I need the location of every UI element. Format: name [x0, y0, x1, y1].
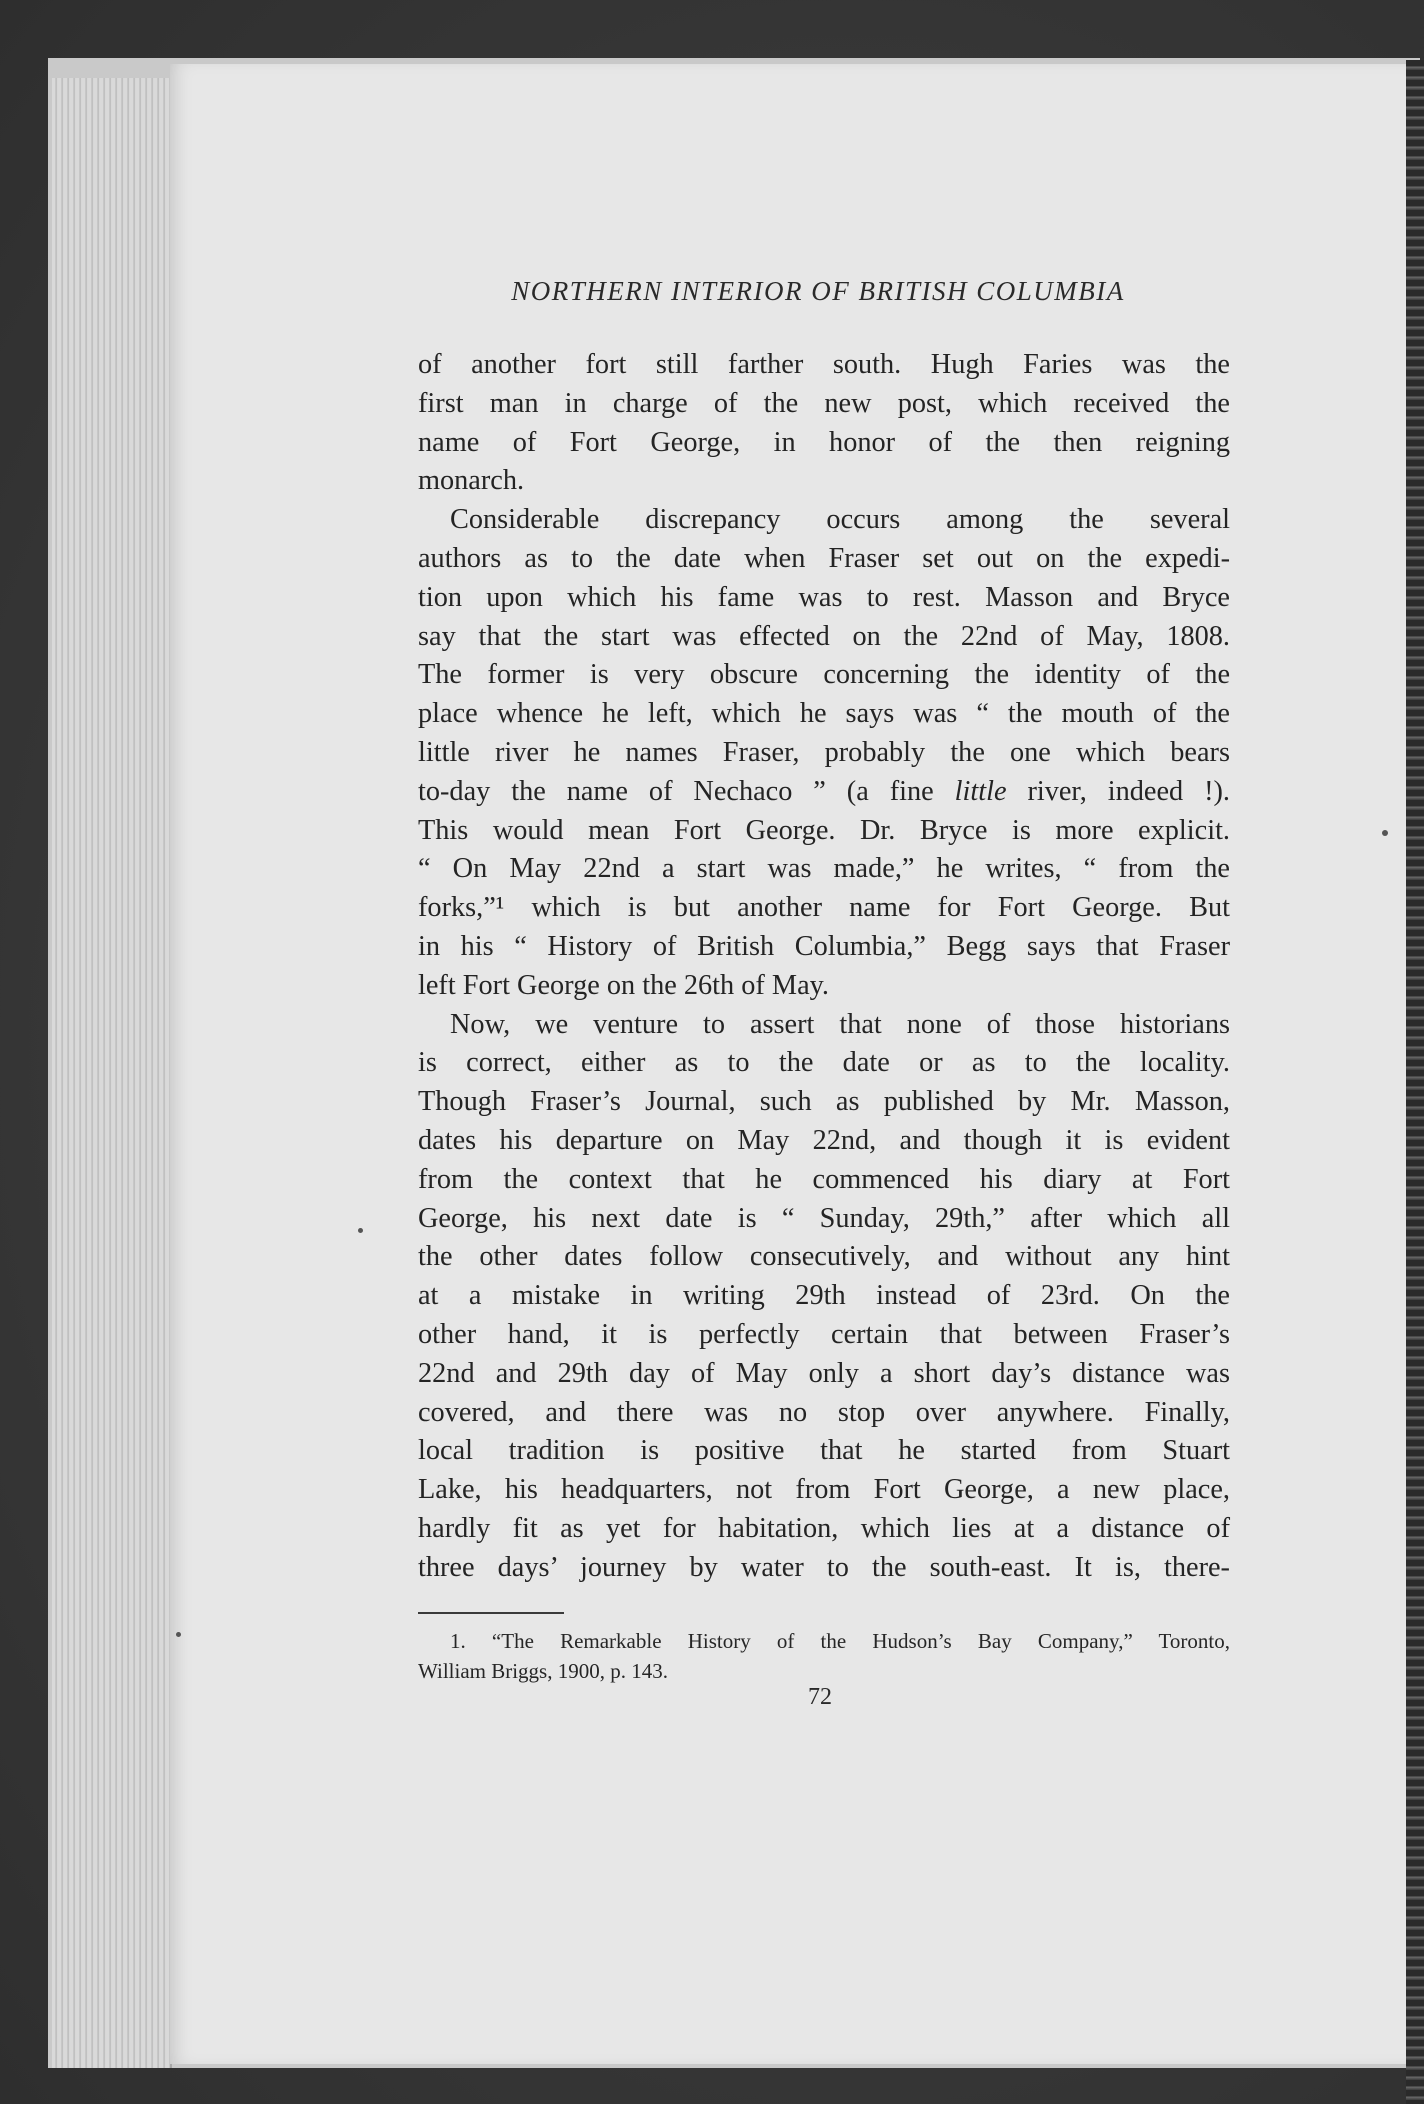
text-line: Considerable discrepancy occurs among the several — [450, 504, 1230, 536]
text-line: say that the start was effected on the 22nd of May, 1808. — [418, 620, 1230, 652]
text-line: first man in charge of the new post, which received the — [418, 387, 1230, 419]
text-line: authors as to the date when Fraser set out on the expedi- — [418, 542, 1230, 574]
text-line: from the context that he commenced his diary at Fort — [418, 1163, 1230, 1195]
text-line: little river he names Fraser, probably the one which bears — [418, 736, 1230, 768]
text-line: is correct, either as to the date or as to the locality. — [418, 1047, 1230, 1079]
text-line: at a mistake in writing 29th instead of 23rd. On the — [418, 1280, 1230, 1312]
dust-speck — [176, 1632, 181, 1637]
page-number: 72 — [808, 1684, 832, 1710]
text-line: Though Fraser’s Journal, such as published by Mr. Masson, — [418, 1086, 1230, 1118]
text-line: The former is very obscure concerning the identity of the — [418, 659, 1230, 691]
paragraph — [418, 1006, 1230, 1588]
text-line: forks,”¹ which is but another name for Fort George. But — [418, 892, 1230, 924]
text-line: of another fort still farther south. Hugh Faries was the — [418, 349, 1230, 380]
text-line: This would mean Fort George. Dr. Bryce is more explicit. — [418, 814, 1230, 846]
body-text — [418, 346, 1230, 1588]
text-line: other hand, it is perfectly certain that between Fraser’s — [418, 1318, 1230, 1350]
text-line: tion upon which his fame was to rest. Masson and Bryce — [418, 581, 1230, 613]
text-line: George, his next date is “ Sunday, 29th,” after which all — [418, 1202, 1230, 1234]
text-line: left Fort George on the 26th of May. — [418, 969, 830, 1001]
text-line: Lake, his headquarters, not from Fort George, a new place, — [418, 1474, 1230, 1506]
text-line: Now, we venture to assert that none of those historians — [450, 1008, 1230, 1040]
text-line: 22nd and 29th day of May only a short day’s distance was — [418, 1357, 1230, 1389]
text-line: to-day the name of Nechaco ” (a fine little river, indeed !). — [418, 775, 1230, 807]
dust-speck — [1382, 830, 1388, 836]
paragraph — [418, 346, 1230, 501]
text-line: three days’ journey by water to the south-east. It is, there- — [418, 1551, 1230, 1583]
dust-speck — [358, 1228, 363, 1233]
book-spine-edge — [1406, 60, 1424, 2104]
page-edges — [52, 78, 172, 2068]
footnote-rule — [418, 1612, 564, 1614]
footnote — [418, 1626, 1230, 1686]
footnote-line: 1. “The Remarkable History of the Hudson’s Bay Company,” Toronto, — [450, 1629, 1230, 1653]
text-line: local tradition is positive that he started from Stuart — [418, 1435, 1230, 1467]
text-line: place whence he left, which he says was “ the mouth of the — [418, 698, 1230, 730]
text-line: hardly fit as yet for habitation, which lies at a distance of — [418, 1512, 1230, 1544]
text-line: monarch. — [418, 465, 525, 497]
text-line: dates his departure on May 22nd, and though it is evident — [418, 1124, 1230, 1156]
text-line: covered, and there was no stop over anywhere. Finally, — [418, 1396, 1230, 1428]
running-head: NORTHERN INTERIOR OF BRITISH COLUMBIA — [511, 276, 1125, 306]
text-line: “ On May 22nd a start was made,” he writes, “ from the — [418, 853, 1230, 885]
text-line: name of Fort George, in honor of the then reigning — [418, 426, 1230, 458]
paragraph — [418, 501, 1230, 1005]
footnote-line: William Briggs, 1900, p. 143. — [418, 1659, 668, 1683]
text-line: in his “ History of British Columbia,” Begg says that Fraser — [418, 930, 1230, 962]
text-line: the other dates follow consecutively, and without any hint — [418, 1241, 1230, 1273]
